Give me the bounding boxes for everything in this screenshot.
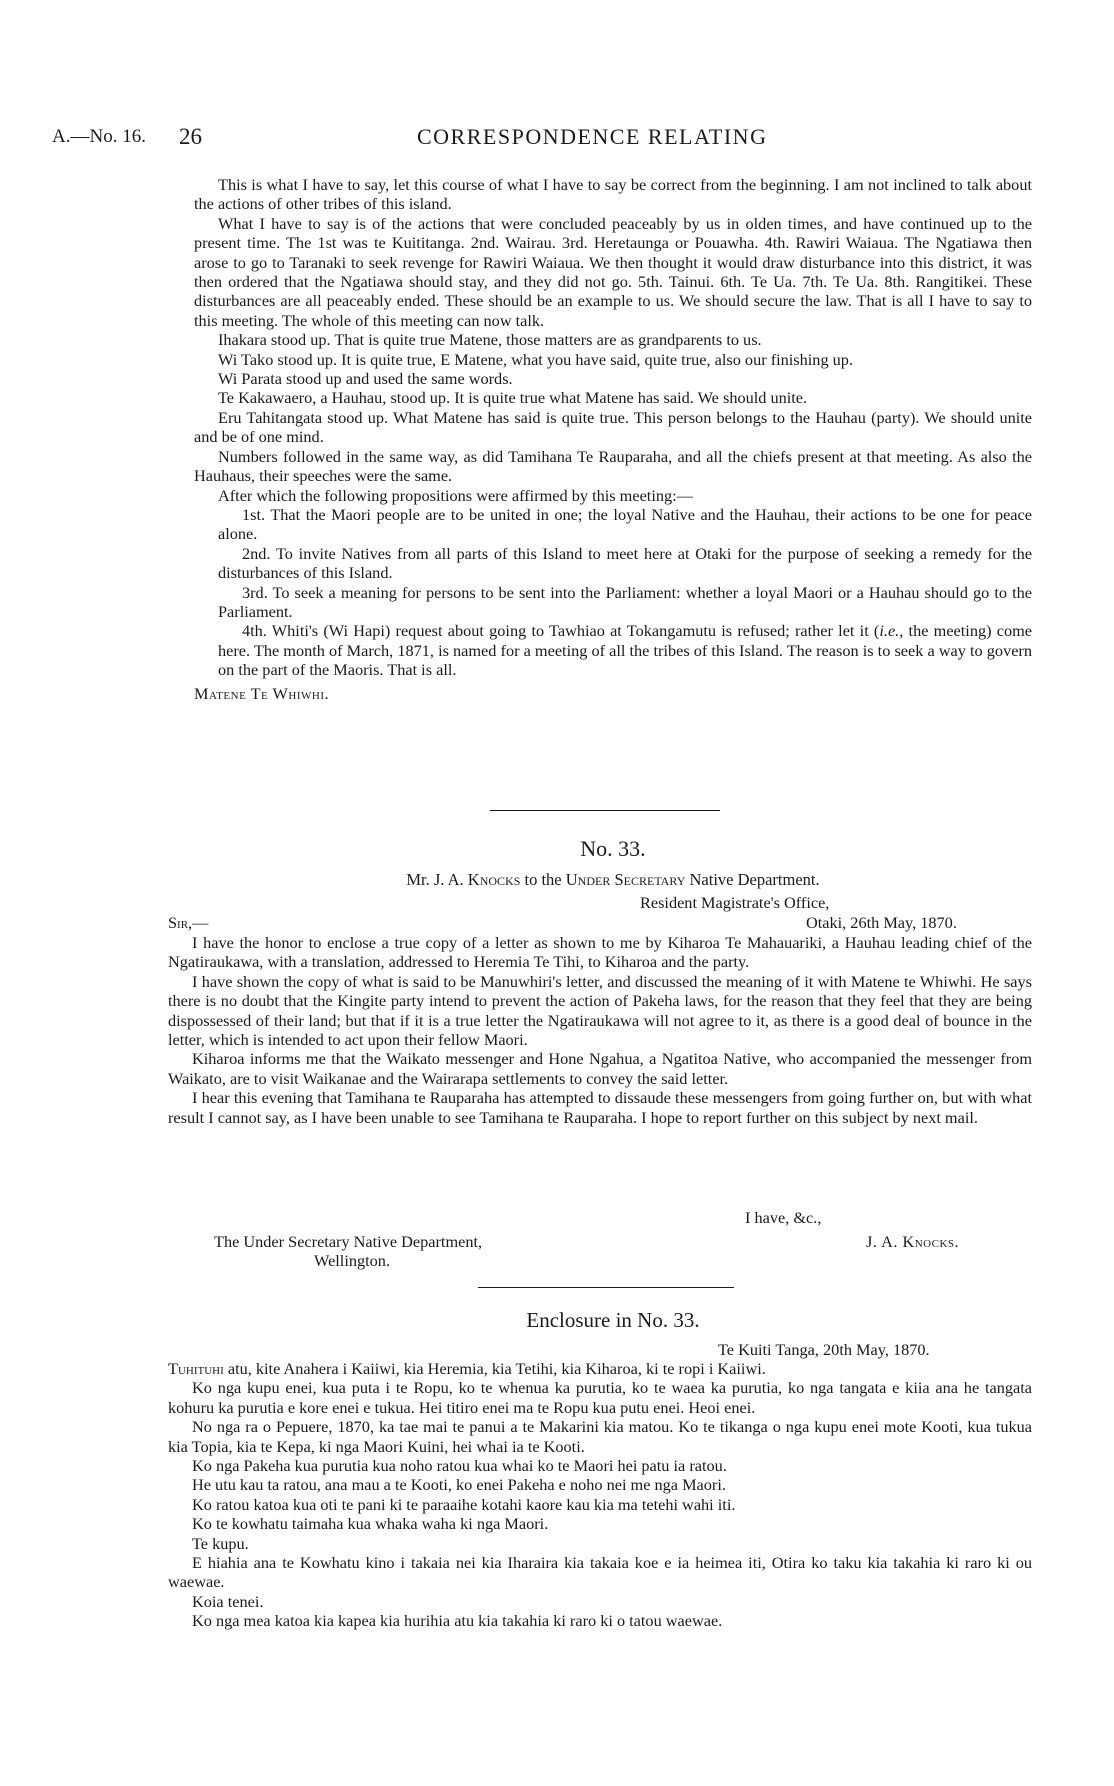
running-title: CORRESPONDENCE RELATING bbox=[417, 124, 768, 149]
paragraph: This is what I have to say, let this course of what I have to say be correct from the beginning. I am not inclined to talk about the actions of other tribes of this island. bbox=[194, 175, 1032, 214]
section-divider bbox=[490, 810, 720, 811]
title-text: Native Department. bbox=[685, 870, 820, 889]
paragraph: I have the honor to enclose a true copy of a letter as shown to me by Kiharoa Te Mahauariki, a Hauhau leading chief of the Ngatiraukawa, with a translation, addressed to Heremia Te Tihi, to Kiharoa and the party. bbox=[168, 933, 1032, 972]
paragraph: Ko ratou katoa kua oti te pani ki te paraaihe kotahi kaore kau kia ma tetehi wahi iti. bbox=[192, 1494, 736, 1514]
paragraph: Ko te kowhatu taimaha kua whaka waha ki nga Maori. bbox=[192, 1514, 549, 1534]
paragraph: Eru Tahitangata stood up. What Matene has said is quite true. This person belongs to the Hauhau (party). We should unite and be of one mind. bbox=[194, 407, 1032, 447]
signature-matene: Matene Te Whiwhi. bbox=[194, 683, 330, 703]
sender-name: Knocks bbox=[467, 870, 521, 889]
paragraph: Wi Parata stood up and used the same words. bbox=[218, 369, 513, 389]
paragraph: Te Kakawaero, a Hauhau, stood up. It is quite true what Matene has said. We should unite. bbox=[218, 388, 808, 408]
closing: I have, &c., bbox=[745, 1208, 822, 1227]
paragraph: Ko nga kupu enei, kua puta i te Ropu, ko te whenua ka purutia, ko te waea ka purutia, ko nga tangata e kiia ana he tangata kohuru ka purutia e kore enei e tukua. Hei titiro enei ma te Ropu kua putu enei. Heoi enei. bbox=[168, 1378, 1032, 1417]
paragraph: I hear this evening that Tamihana te Rauparaha has attempted to dissaude these messengers from going further on, but with what result I cannot say, as I have been unable to see Tamihana te Rauparaha. I hope to report further on this subject by next mail. bbox=[168, 1088, 1032, 1127]
paragraph: No nga ra o Pepuere, 1870, ka tae mai te panui a te Makarini kia matou. Ko te tikanga o nga kupu enei mote Kooti, kua tukua kia Topia, kia te Kepa, ki nga Maori Kuini, hei whai ia te Kooti. bbox=[168, 1417, 1032, 1456]
paragraph-text: atu, kite Anahera i Kaiiwi, kia Heremia, kia Tetihi, kia Kiharoa, ki te ropi i Kaiiwi. bbox=[223, 1359, 766, 1378]
salutation: Sir,— bbox=[168, 913, 209, 932]
addressee: The Under Secretary Native Department, bbox=[214, 1232, 483, 1251]
paragraph: Koia tenei. bbox=[192, 1591, 264, 1611]
paragraph: After which the following propositions were affirmed by this meeting:— bbox=[218, 485, 693, 505]
signature-knocks: J. A. Knocks. bbox=[866, 1232, 960, 1251]
proposition-item: 2nd. To invite Natives from all parts of this Island to meet here at Otaki for the purpose of seeking a remedy for the disturbances of this Island. bbox=[218, 543, 1032, 583]
paragraph: I have shown the copy of what is said to be Manuwhiri's letter, and discussed the meaning of it with Matene te Whiwhi. He says there is no doubt that the Kingite party intend to prevent the action of Pakeha laws, for the reason that they feel that they are being dispossessed of their land; but that if it is a true letter the Ngatiraukawa will not agree to it, as there is a good deal of bounce in the letter, which is intended to act upon their fellow Maori. bbox=[168, 971, 1032, 1050]
running-head bbox=[52, 122, 1012, 156]
ie-abbreviation: i.e., bbox=[879, 621, 904, 641]
enclosure-heading: Enclosure in No. 33. bbox=[526, 1308, 700, 1332]
dateline: Otaki, 26th May, 1870. bbox=[806, 913, 957, 932]
proposition-text: 4th. Whiti's (Wi Hapi) request about going to Tawhiao at Tokangamutu is refused; rather let it ( bbox=[242, 621, 880, 641]
paragraph: He utu kau ta ratou, ana mau a te Kooti, ko enei Pakeha e noho nei me nga Maori. bbox=[192, 1475, 726, 1495]
letter-body bbox=[168, 933, 1032, 1127]
paragraph: Ihakara stood up. That is quite true Matene, those matters are as grandparents to us. bbox=[218, 330, 762, 350]
proposition-text: the meeting) come here. The month of March, 1871, is named for a meeting of all the tribes of this Island. The reason is to seek a way to govern on the part of the Maoris. That is all. bbox=[218, 621, 1032, 680]
title-text: to the bbox=[520, 870, 566, 889]
paragraph: Te kupu. bbox=[192, 1533, 249, 1553]
recipient-title: Under Secretary bbox=[565, 870, 686, 889]
proposition-item bbox=[194, 621, 1032, 679]
paragraph: Wi Tako stood up. It is quite true, E Matene, what you have said, quite true, also our finishing up. bbox=[218, 349, 854, 369]
proposition-item: 1st. That the Maori people are to be united in one; the loyal Native and the Hauhau, their actions to be one for peace alone. bbox=[218, 504, 1032, 544]
section-divider bbox=[478, 1287, 734, 1288]
letter-title bbox=[194, 870, 1032, 890]
addressee-city: Wellington. bbox=[314, 1251, 391, 1270]
address-line: Resident Magistrate's Office, bbox=[640, 893, 830, 912]
paragraph: Ko nga Pakeha kua purutia kua noho ratou kua whai ko te Maori hei patu ia ratou. bbox=[192, 1456, 727, 1476]
paragraph: What I have to say is of the actions that were concluded peaceably by us in olden times, and have continued up to the present time. The 1st was te Kuititanga. 2nd. Wairau. 3rd. Heretaunga or Pouawha. 4th. Rawiri Waiaua. The Ngatiawa then arose to go to Taranaki to seek revenge for Rawiri Waiaua. We then thought it would draw disturbance into this district, it was then ordered that the Ngatiawa should stay, and they did not go. 5th. Tainui. 6th. Te Ua. 7th. Te Ua. 8th. Rangitikei. These disturbances are all peaceably ended. These should be an example to us. We should secure the law. That is all I have to say to this meeting. The whole of this meeting can now talk. bbox=[194, 213, 1032, 330]
speeches-section bbox=[194, 175, 1032, 703]
enclosure-dateline: Te Kuiti Tanga, 20th May, 1870. bbox=[718, 1340, 930, 1359]
paragraph: E hiahia ana te Kowhatu kino i takaia nei kia Iharaira kia takaia koe e ia heimea iti, Otira ko taku kia takahia ki raro ki ou waewae. bbox=[168, 1553, 1032, 1592]
opening-word: Tuhituhi bbox=[168, 1359, 224, 1378]
paragraph bbox=[168, 1359, 1032, 1378]
paper-series-number: A.—No. 16. bbox=[52, 126, 146, 147]
page-number: 26 bbox=[179, 124, 202, 149]
paragraph: Ko nga mea katoa kia kapea kia hurihia atu kia takahia ki raro ki o tatou waewae. bbox=[192, 1611, 723, 1631]
proposition-item: 3rd. To seek a meaning for persons to be sent into the Parliament: whether a loyal Maori or a Hauhau should go to the Parliament. bbox=[218, 582, 1032, 621]
letter-number-heading: No. 33. bbox=[580, 836, 646, 861]
title-text: Mr. J. A. bbox=[406, 870, 468, 889]
enclosure-body bbox=[168, 1359, 1032, 1631]
paragraph: Numbers followed in the same way, as did Tamihana Te Rauparaha, and all the chiefs present at that meeting. As also the Hauhaus, their speeches were the same. bbox=[194, 446, 1032, 486]
paragraph: Kiharoa informs me that the Waikato messenger and Hone Ngahua, a Ngatitoa Native, who accompanied the messenger from Waikato, are to visit Waikanae and the Wairarapa settlements to convey the said letter. bbox=[168, 1049, 1032, 1088]
